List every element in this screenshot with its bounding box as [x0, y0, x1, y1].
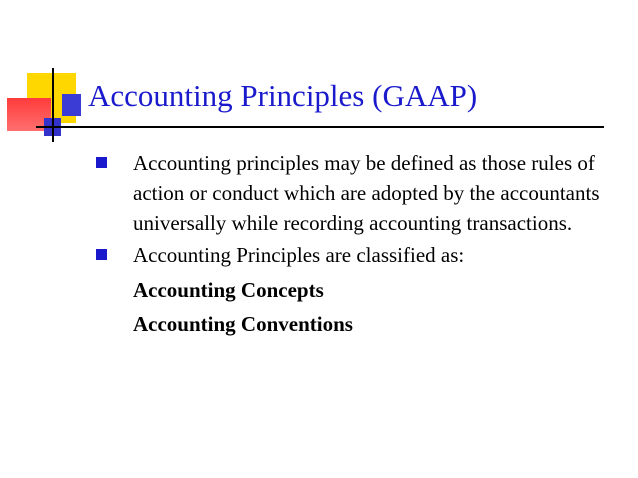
square-bullet-icon	[96, 157, 107, 168]
slide-content	[96, 148, 616, 341]
square-bullet-icon	[96, 249, 107, 260]
bullet-item	[96, 148, 616, 238]
decorative-vertical-line	[52, 68, 54, 142]
bullet-item	[96, 240, 616, 270]
sub-item-accounting-concepts: Accounting Concepts	[133, 278, 324, 302]
decorative-blue-square-top	[62, 94, 81, 116]
sub-item-accounting-conventions: Accounting Conventions	[133, 312, 353, 336]
bullet-text: Accounting principles may be defined as those rules of action or conduct which are adopted by the accountants universally while recording accounting transactions.	[133, 151, 600, 235]
title-underline	[36, 126, 604, 128]
bullet-text: Accounting Principles are classified as:	[133, 243, 465, 267]
slide-title: Accounting Principles (GAAP)	[88, 78, 478, 113]
